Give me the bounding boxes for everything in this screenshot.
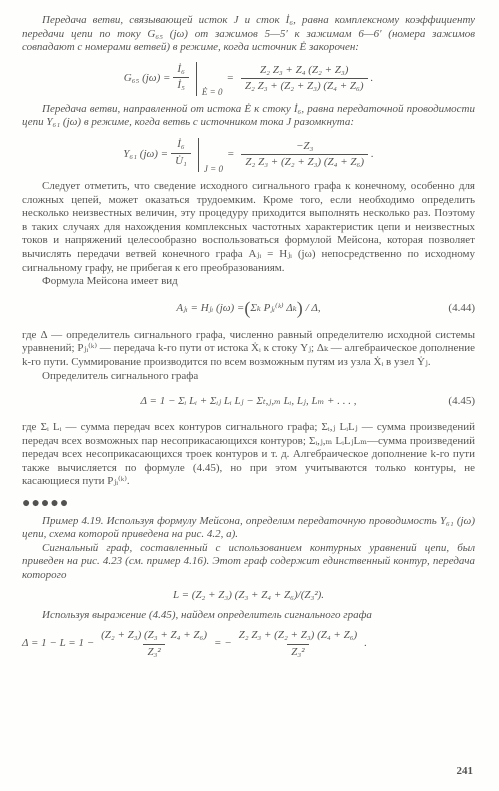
eq6-num2: Z₂ Z₃ + (Z₂ + Z₃) (Z₄ + Z₆)	[238, 629, 358, 642]
equation-g65: G₆₅ (jω) = $\frac{\text{İ₆}}{\text{İ₅}}$ Ė = 0 = $\frac{\text{Z₂ Z₃ + Z₄ (Z₂ + Z₃)}}{\text{Z₂ Z₃ + (Z₂ + Z₃) (Z₄ + Z₆)}}$ .	[22, 58, 475, 100]
equation-number-4-45: (4.45)	[448, 395, 475, 408]
eq1-rhs-den: Z₂ Z₃ + (Z₂ + Z₃) (Z₄ + Z₆)	[241, 78, 368, 94]
equation-number-4-44: (4.44)	[448, 301, 475, 314]
eq3-tail: / Δ,	[305, 301, 321, 314]
eq2-rhs-den: Z₂ Z₃ + (Z₂ + Z₃) (Z₄ + Z₆)	[241, 154, 368, 170]
paragraph-mason-form: Формула Мейсона имеет вид	[42, 275, 178, 288]
eq1-lhs: G₆₅ (jω) =	[123, 71, 171, 84]
eq6-mid: = −	[214, 637, 232, 650]
eq1-num: İ₆	[177, 62, 185, 75]
eq2-lhs: Y₆₁ (jω) =	[123, 148, 169, 161]
eq2-num: İ₆	[177, 137, 185, 150]
paragraph-signal-graph: Сигнальный граф, составленный с использованием контурных уравнений цепи, был приведен на рис. 4.23 (см. пример 4.16). Этот граф содержит единственный контур, передача которого	[22, 541, 475, 582]
paragraph-mason-intro: Следует отметить, что сведение исходного сигнального графа к конечному, особенно для сложных цепей, может оказаться трудоемким. Кроме того, если необходимо определить несколько неизвестных величин, эту процедуру приходится выполнять несколько раз. Поэтому в таких случаях для нахождения комплексных частотных характеристик цепи и неизвестных токов и напряжений целесообразно воспользоваться формулой Мейсона, которая позволяет вычислять передачи ветвей конечного графа Aⱼᵢ = Hⱼᵢ (jω) непосредственно по исходному сигнальному графу, не прибегая к его преобразованиям.	[22, 179, 475, 274]
eq4-body: Δ = 1 − Σᵢ Lᵢ + Σᵢⱼ Lᵢ Lⱼ − Σₜ,ⱼ,ₘ Lᵢ, Lⱼ, Lₘ + . . . ,	[140, 395, 357, 408]
paragraph-branch-gain: Передача ветви, связывающей исток J и сток İ₆, равна комплексному коэффициенту передачи цепи по току G₆₅ (jω) от зажимов 5—5′ к зажимам 6—6′ (номера зажимов совпадают с номерами ветвей) в режиме, когда источник Ė закорочен:	[22, 14, 475, 54]
eq1-rhs-num: Z₂ Z₃ + Z₄ (Z₂ + Z₃)	[260, 63, 349, 76]
page-number: 241	[456, 765, 473, 778]
equation-loop-gain	[22, 586, 475, 606]
paragraph-branch-admittance: Передача ветви, направленной от истока Ė к стоку İ₆, равна передаточной проводимости цепи Y₆₁ (jω) в режиме, когда ветвь с источником тока J разомкнута:	[22, 102, 475, 129]
equation-y61: Y₆₁ (jω) = $\frac{\text{İ₆}}{\text{U̇₁}}$ J = 0 = $\frac{\text{−Z₃}}{\text{Z₂ Z₃ + (Z₂ + Z₃) (Z₄ + Z₆)}}$ .	[22, 133, 475, 177]
eq6-end: .	[364, 637, 367, 650]
example-4-19: Пример 4.19. Используя формулу Мейсона, определим передаточную проводимость Y₆₁ (jω) цепи, схема которой приведена на рис. 4.2, а).	[22, 514, 475, 541]
paragraph-sum-definitions: где Σᵢ Lᵢ — сумма передач всех контуров сигнального графа; Σᵢ,ⱼ LᵢLⱼ — сумма произведений передач всех возможных пар несоприкасающихся контуров; Σᵢ,ⱼ,ₘ LᵢLⱼLₘ—сумма произведений передач всех несоприкасающихся троек контуров и т. д. Алгебраическое дополнение k-го пути также вычисляется по формуле (4.45), но при этом учитываются только контуры, не касающиеся пути Pⱼᵢ⁽ᵏ⁾.	[22, 421, 475, 488]
eq3-body: Σₖ Pⱼᵢ⁽ᵏ⁾ Δₖ	[250, 301, 297, 314]
eq2-rhs-num: −Z₃	[296, 139, 314, 152]
eq6-den2: Z₃²	[287, 644, 308, 660]
eq2-den: U̇₁	[171, 153, 191, 169]
paragraph-determinant: Определитель сигнального графа	[42, 369, 199, 382]
equation-delta-result	[22, 625, 475, 663]
equation-4-44: Aⱼᵢ = Hⱼᵢ (jω) = ( Σₖ Pⱼᵢ⁽ᵏ⁾ Δₖ ) / Δ, (4.44)	[176, 297, 475, 318]
eq5-body: L = (Z₂ + Z₃) (Z₃ + Z₄ + Z₆)/(Z₃²).	[172, 588, 325, 601]
eq2-condition: J = 0	[203, 164, 223, 175]
eq3-lhs: Aⱼᵢ = Hⱼᵢ (jω) =	[176, 301, 245, 314]
eq1-condition: Ė = 0	[201, 87, 223, 98]
paragraph-delta-definition: где Δ — определитель сигнального графа, численно равный определителю исходной системы уравнений; Pⱼᵢ⁽ᵏ⁾ — передача k-го пути от истока Ẋᵢ к стоку Yⱼ; Δₖ — алгебраическое дополнение k-го пути. Суммирование производится по всем возможным путям из узла Ẋᵢ в узел Ẏⱼ.	[22, 328, 475, 368]
section-divider: ●●●●●	[22, 496, 70, 512]
eq1-den: İ₅	[173, 77, 189, 93]
eq6-den1: Z₃²	[143, 644, 164, 660]
eq6-num1: (Z₂ + Z₃) (Z₃ + Z₄ + Z₆)	[101, 629, 208, 642]
eq6-lhs: Δ = 1 − L = 1 −	[22, 637, 95, 650]
equation-4-45	[22, 386, 475, 418]
paragraph-find-determinant: Используя выражение (4.45), найдем определитель сигнального графа	[42, 608, 372, 621]
